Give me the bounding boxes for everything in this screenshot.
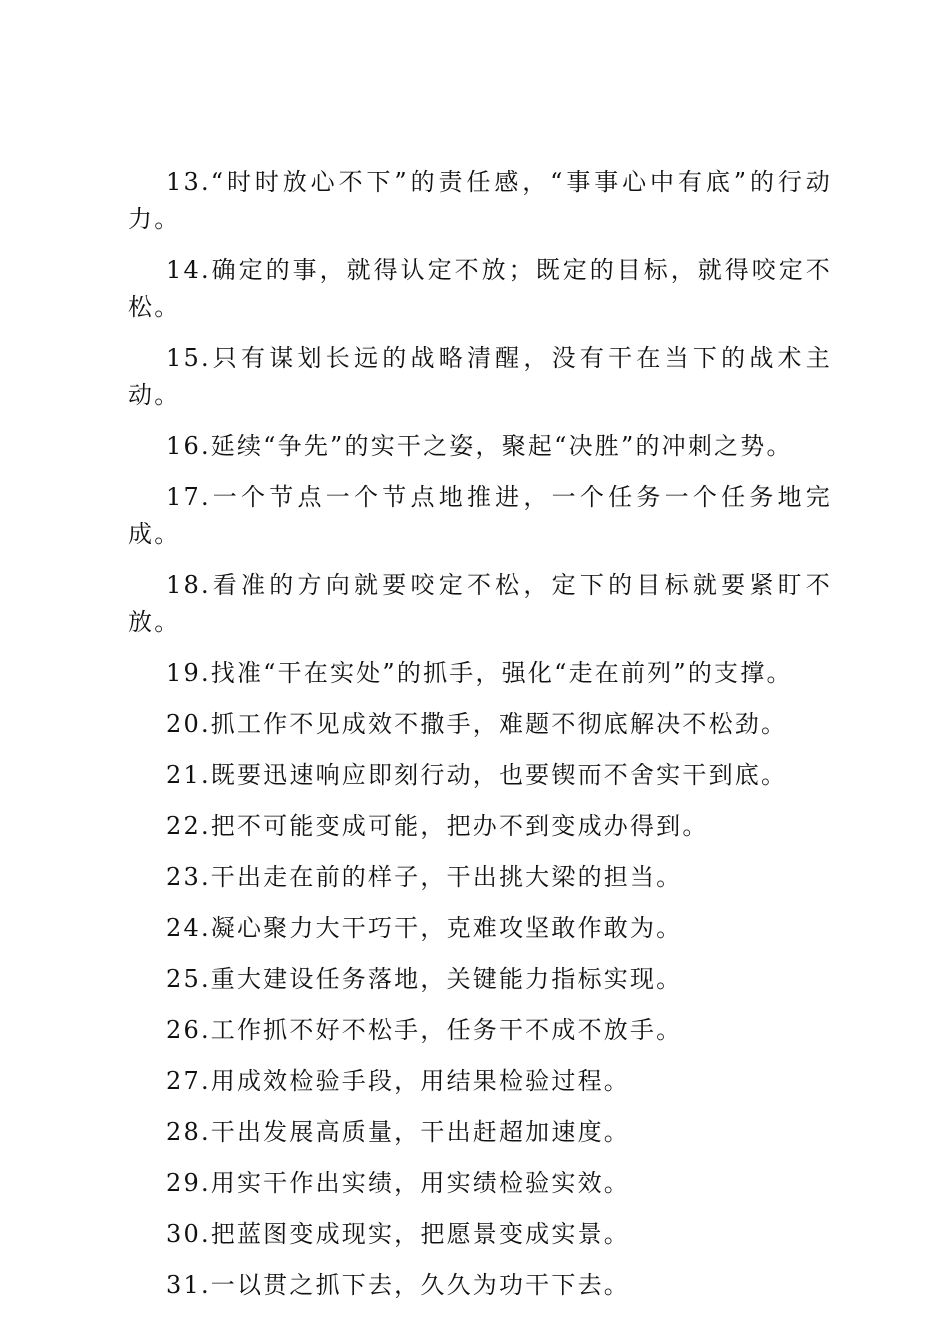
list-item: 14.确定的事，就得认定不放；既定的目标，就得咬定不松。: [128, 256, 832, 321]
list-item: 28.干出发展高质量，干出赶超加速度。: [166, 1118, 630, 1146]
list-item: 21.既要迅速响应即刻行动，也要锲而不舍实干到底。: [166, 761, 788, 789]
list-item: 29.用实干作出实绩，用实绩检验实效。: [166, 1169, 630, 1197]
list-item: 16.延续“争先”的实干之姿，聚起“决胜”的冲刺之势。: [166, 432, 793, 460]
list-item: 19.找准“干在实处”的抓手，强化“走在前列”的支撑。: [166, 659, 793, 687]
list-item: 25.重大建设任务落地，关键能力指标实现。: [166, 965, 683, 993]
list-item: 13.“时时放心不下”的责任感，“事事心中有底”的行动力。: [128, 168, 832, 233]
list-item: 30.把蓝图变成现实，把愿景变成实景。: [166, 1220, 630, 1248]
list-item: 31.一以贯之抓下去，久久为功干下去。: [166, 1271, 630, 1299]
list-item: 27.用成效检验手段，用结果检验过程。: [166, 1067, 630, 1095]
document-body: [128, 164, 832, 1318]
list-item: 26.工作抓不好不松手，任务干不成不放手。: [166, 1016, 683, 1044]
list-item: 22.把不可能变成可能，把办不到变成办得到。: [166, 812, 709, 840]
list-item: 23.干出走在前的样子，干出挑大梁的担当。: [166, 863, 683, 891]
list-item: 15.只有谋划长远的战略清醒，没有干在当下的战术主动。: [128, 344, 832, 409]
list-item: 18.看准的方向就要咬定不松，定下的目标就要紧盯不放。: [128, 571, 832, 636]
list-item: 24.凝心聚力大干巧干，克难攻坚敢作敢为。: [166, 914, 683, 942]
list-item: 20.抓工作不见成效不撒手，难题不彻底解决不松劲。: [166, 710, 788, 738]
list-item: 17.一个节点一个节点地推进，一个任务一个任务地完成。: [128, 483, 832, 548]
